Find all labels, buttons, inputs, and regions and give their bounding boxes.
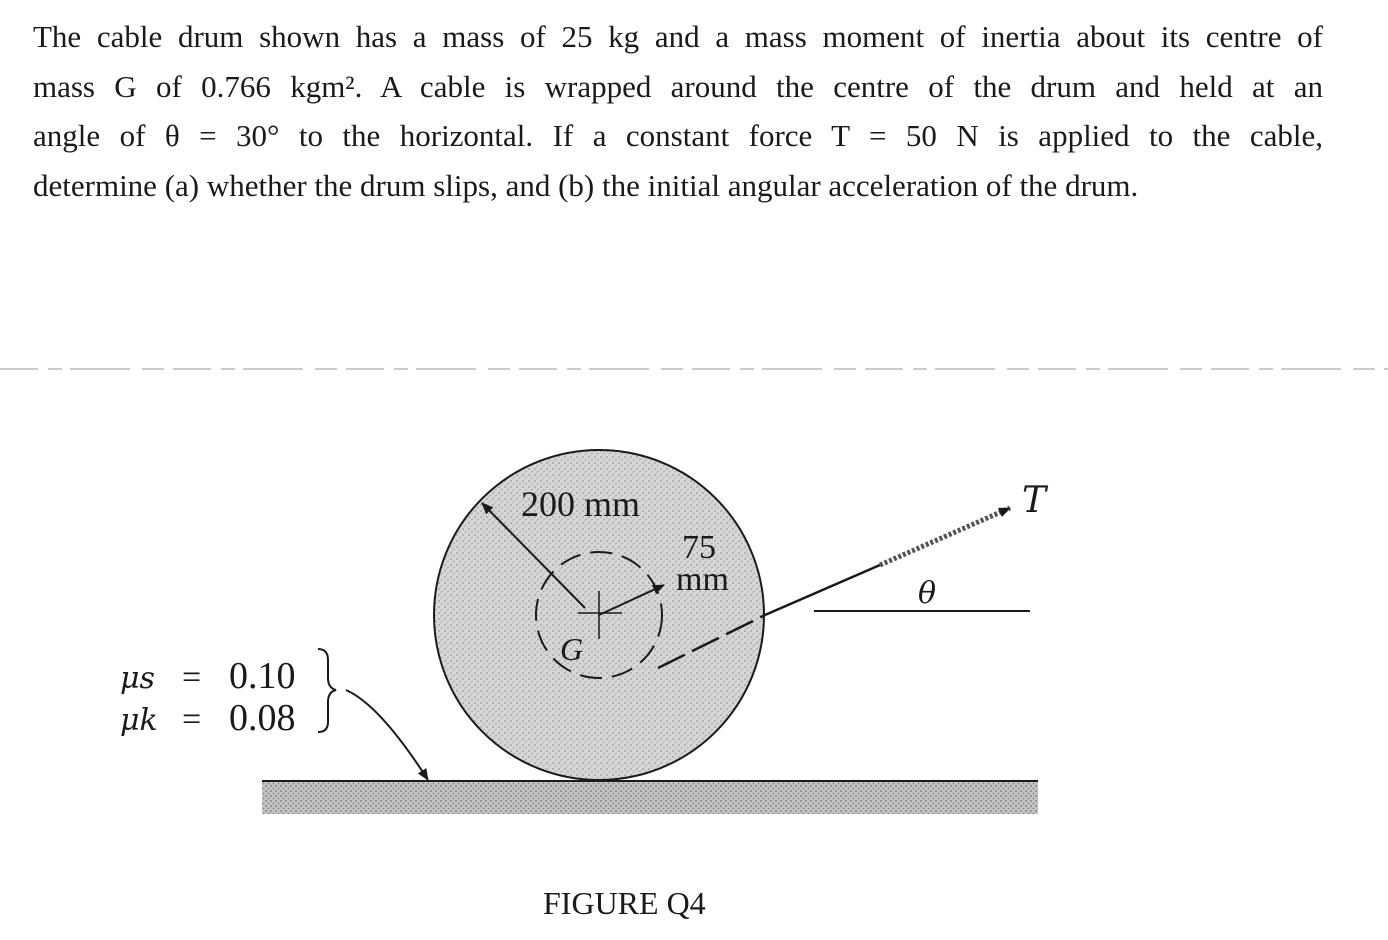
mu-k-symbol: μk	[120, 703, 158, 738]
problem-line-1: The cable drum shown has a mass of 25 kg and a mass moment of inertia about its centre of	[33, 19, 1323, 54]
problem-line-3: angle of θ = 30° to the horizontal. If a constant force T = 50 N is applied to the cable,	[33, 118, 1323, 153]
friction-brace	[318, 649, 336, 732]
mu-s-equals: =	[182, 659, 202, 696]
friction-pointer-arrow	[346, 690, 428, 780]
force-label: T	[1022, 480, 1047, 521]
cable-hatched-end	[880, 508, 1010, 565]
inner-radius-unit-label: mm	[676, 561, 729, 598]
mu-s-value: 0.10	[229, 655, 296, 697]
inner-radius-value-label: 75	[682, 529, 716, 566]
outer-radius-label: 200 mm	[521, 484, 641, 524]
ground	[262, 781, 1038, 814]
centre-label: G	[560, 631, 584, 667]
mu-k-equals: =	[182, 701, 202, 738]
problem-line-4: determine (a) whether the drum slips, and (b) the initial angular acceleration of the drum.	[33, 167, 1139, 203]
problem-line-2: mass G of 0.766 kgm². A cable is wrapped around the centre of the drum and held at an	[33, 68, 1323, 104]
mu-s-symbol: μs	[120, 661, 155, 696]
mu-k-value: 0.08	[229, 697, 296, 739]
cable	[765, 565, 880, 615]
figure-caption: FIGURE Q4	[543, 885, 706, 921]
angle-label: θ	[918, 576, 937, 611]
